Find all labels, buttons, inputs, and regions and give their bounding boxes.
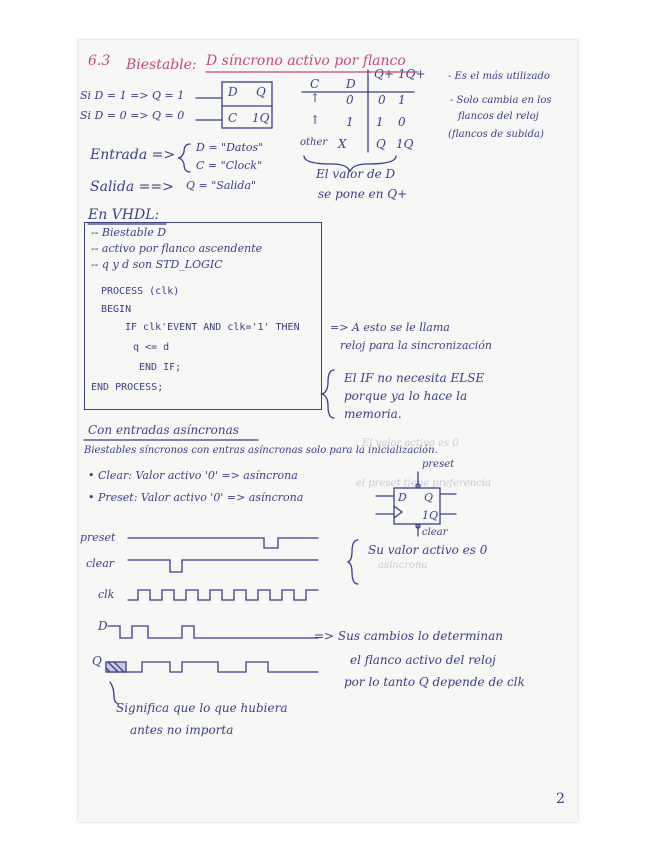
vhdl-heading: En VHDL: [88, 207, 160, 223]
table-cell: 1Q [396, 137, 414, 151]
async-title: Con entradas asíncronas [88, 423, 239, 437]
code-note: memoria. [344, 407, 402, 421]
salida-label: Salida ==> [90, 179, 174, 195]
timing-note: el flanco activo del reloj [350, 653, 496, 667]
handwritten-drawings [78, 40, 578, 822]
entrada-label: Entrada => [90, 147, 176, 163]
entrada-c: C = "Clock" [196, 159, 263, 172]
code-line: BEGIN [101, 304, 132, 315]
rule-d0: Si D = 0 => Q = 0 [80, 109, 185, 122]
rule-d1: Si D = 1 => Q = 1 [80, 89, 185, 102]
table-header-qplus: Q+ [374, 67, 394, 81]
page-number: 2 [556, 791, 565, 807]
table-header-c: C [310, 77, 320, 91]
async-clear: • Clear: Valor activo '0' => asíncrona [88, 469, 298, 482]
table-cell: 1 [346, 115, 354, 129]
code-note: => A esto se le llama [330, 321, 450, 334]
right-note: - Es el más utilizado [448, 71, 550, 82]
table-header-nqplus: 1Q+ [398, 67, 426, 81]
ff-d-label: D [398, 491, 407, 504]
code-line: END PROCESS; [91, 382, 164, 393]
timing-label-d: D [98, 619, 108, 633]
code-note: reloj para la sincronización [340, 339, 492, 352]
ff-preset-label: preset [422, 459, 455, 470]
right-note: - Solo cambia en los [450, 95, 552, 106]
table-cell: 0 [398, 115, 406, 129]
notebook-page [78, 40, 578, 822]
section-title: Biestable: [126, 57, 197, 73]
right-note: flancos del reloj [458, 111, 539, 122]
table-cell: 0 [346, 93, 354, 107]
table-note-line2: se pone en Q+ [318, 187, 408, 201]
salida-q: Q = "Salida" [186, 179, 257, 192]
table-cell: ↑ [310, 91, 321, 105]
timing-label-preset: preset [80, 531, 116, 544]
table-cell: 1 [376, 115, 384, 129]
ff-q-label: Q [424, 491, 434, 504]
timing-note: => Sus cambios lo determinan [314, 629, 503, 643]
box-d-label: D [228, 85, 238, 99]
brace-note: antes no importa [130, 723, 234, 737]
table-cell: ↑ [310, 113, 321, 127]
bleed-through-text: El valor activo es 0 [362, 438, 459, 449]
code-line: END IF; [139, 362, 182, 373]
code-note: El IF no necesita ELSE [344, 371, 485, 385]
table-cell: other [300, 137, 328, 148]
box-q-label: Q [256, 85, 266, 99]
timing-label-q: Q [92, 654, 102, 668]
table-cell: 0 [378, 93, 386, 107]
code-line: -- activo por flanco ascendente [91, 242, 263, 255]
ff-clear-label: clear [422, 527, 448, 538]
async-preset: • Preset: Valor activo '0' => asíncrona [88, 491, 304, 504]
table-note-line1: El valor de D [316, 167, 396, 181]
section-number: 6.3 [88, 53, 111, 69]
table-cell: X [338, 137, 347, 151]
ff-active-note: Su valor activo es 0 [368, 543, 488, 557]
right-note: (flancos de subida) [448, 129, 544, 140]
timing-label-clk: clk [98, 588, 115, 601]
box-nq-label: 1Q [252, 111, 270, 125]
entrada-d: D = "Datos" [196, 141, 264, 154]
bleed-through-text: asíncrona [378, 560, 428, 571]
table-cell: Q [376, 137, 386, 151]
table-cell: 1 [398, 93, 406, 107]
table-header-d: D [346, 77, 356, 91]
code-line: q <= d [133, 342, 170, 353]
code-line: IF clk'EVENT AND clk='1' THEN [125, 322, 300, 333]
async-line: Biestables síncronos con entras asíncronas solo para la inicialización. [84, 445, 438, 456]
timing-note: por lo tanto Q depende de clk [344, 675, 525, 689]
code-line: -- q y d son STD_LOGIC [91, 258, 223, 271]
code-line: -- Biestable D [91, 226, 167, 239]
ff-nq-label: 1Q [422, 509, 439, 522]
code-line: PROCESS (clk) [101, 286, 180, 297]
section-subtitle: D síncrono activo por flanco [206, 53, 406, 69]
box-c-label: C [228, 111, 238, 125]
brace-note: Significa que lo que hubiera [116, 701, 288, 715]
bleed-through-text: el preset tiene preferencia [356, 478, 491, 489]
code-note: porque ya lo hace la [344, 389, 468, 403]
timing-label-clear: clear [86, 557, 115, 570]
